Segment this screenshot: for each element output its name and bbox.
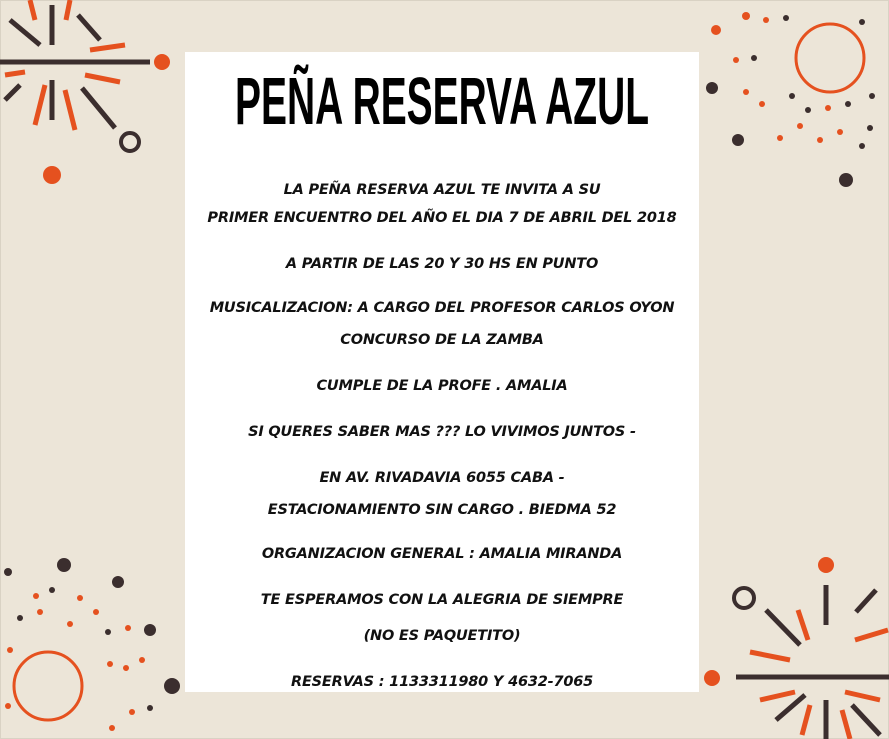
info-line: SI QUERES SABER MAS ??? LO VIVIMOS JUNTOS - [248, 424, 636, 440]
invite-line-1: LA PEÑA RESERVA AZUL TE INVITA A SU [283, 182, 601, 198]
contest-line: CONCURSO DE LA ZAMBA [340, 332, 544, 348]
welcome-line: TE ESPERAMOS CON LA ALEGRIA DE SIEMPRE [260, 592, 624, 608]
firework-top-left [0, 0, 170, 184]
address-line: EN AV. RIVADAVIA 6055 CABA - [319, 470, 565, 486]
title-text: PEÑA RESERVA AZUL [235, 64, 649, 139]
firework-top-right [706, 12, 875, 187]
invitation-card [185, 52, 699, 692]
dress-code-line: (NO ES PAQUETITO) [363, 628, 521, 644]
invitation-title [185, 60, 699, 150]
firework-bottom-left [4, 558, 180, 731]
parking-line: ESTACIONAMIENTO SIN CARGO . BIEDMA 52 [267, 502, 617, 518]
time-line: A PARTIR DE LAS 20 Y 30 HS EN PUNTO [285, 256, 599, 272]
invite-line-2: PRIMER ENCUENTRO DEL AÑO EL DIA 7 DE ABRIL DEL 2018 [207, 210, 677, 226]
birthday-line: CUMPLE DE LA PROFE . AMALIA [316, 378, 568, 394]
reservations-line: RESERVAS : 1133311980 Y 4632-7065 [291, 674, 593, 690]
firework-bottom-right [704, 557, 889, 739]
organizer-line: ORGANIZACION GENERAL : AMALIA MIRANDA [261, 546, 623, 562]
music-line: MUSICALIZACION: A CARGO DEL PROFESOR CARLOS OYON [209, 300, 675, 316]
